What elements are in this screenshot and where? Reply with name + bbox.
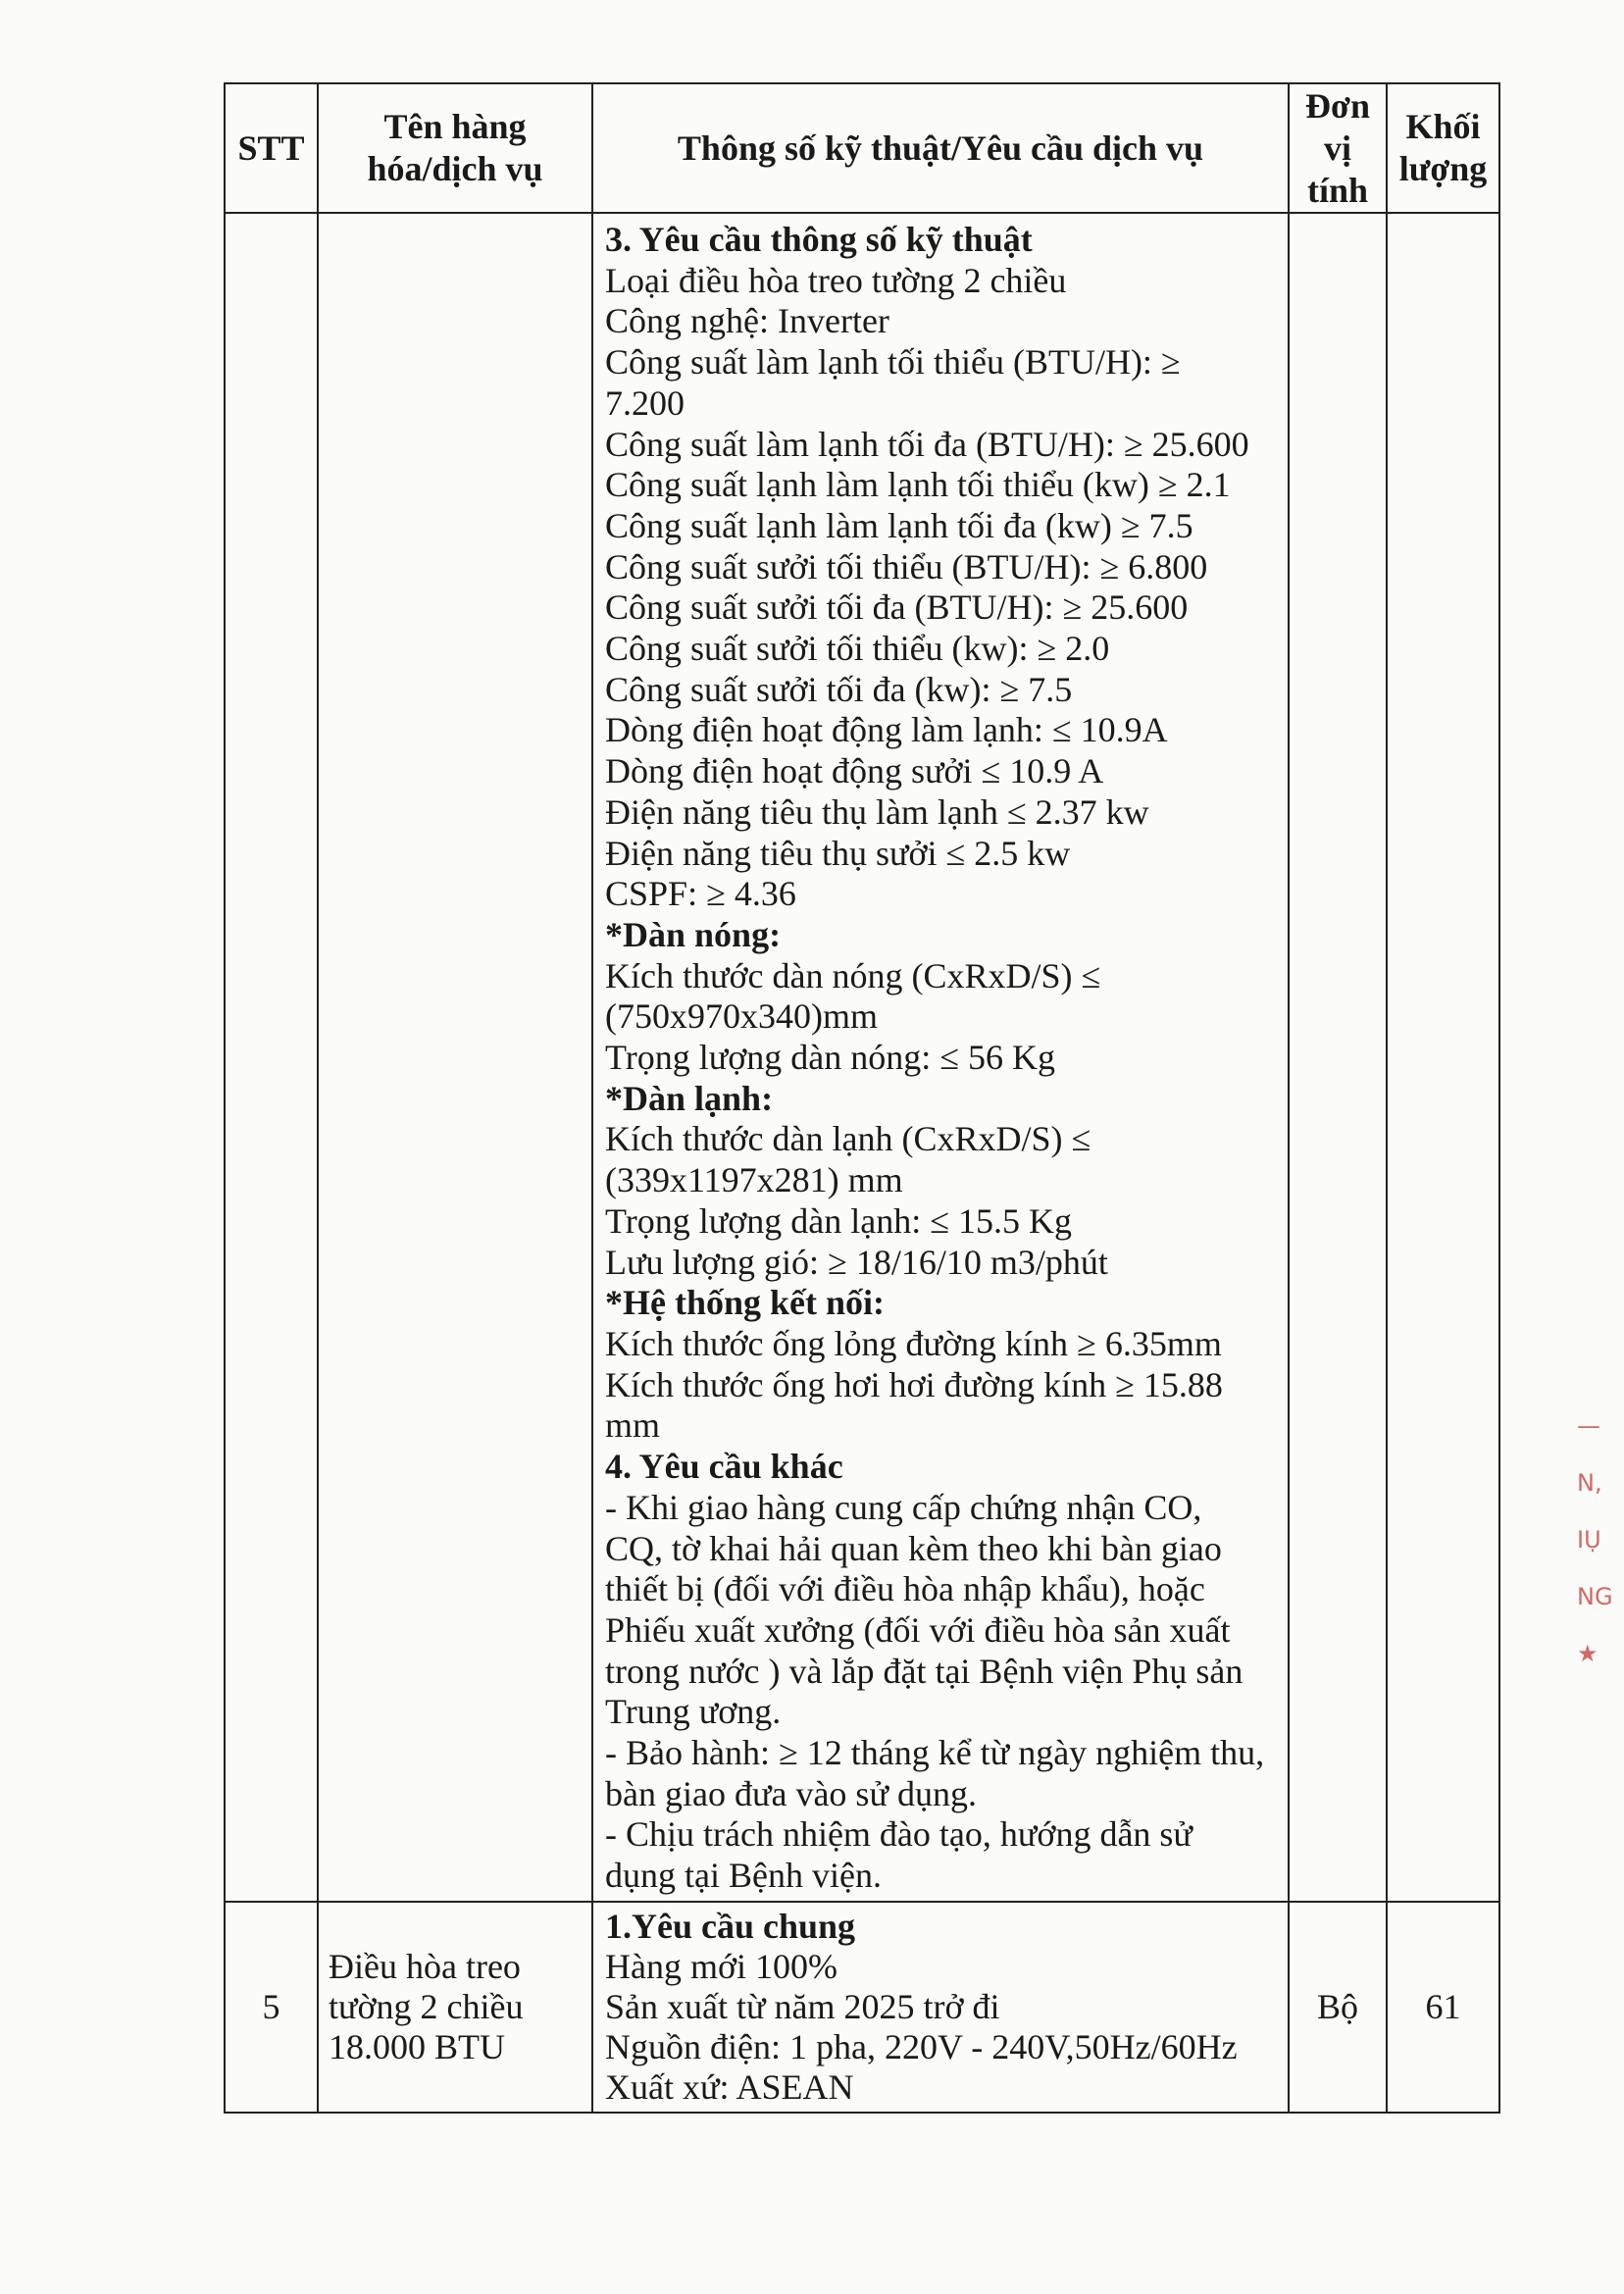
header-qty [1387, 83, 1499, 213]
spec-text [593, 214, 1288, 1901]
spec-line: Công suất làm lạnh tối đa (BTU/H): ≥ 25.600 [605, 424, 1249, 464]
header-stt: STT [225, 83, 318, 213]
spec-line: Công suất sưởi tối thiểu (kw): ≥ 2.0 [605, 629, 1110, 669]
spec-line: Công suất sưởi tối đa (BTU/H): ≥ 25.600 [605, 587, 1189, 628]
red-stamp-fragment [1577, 1412, 1624, 1707]
spec-table [224, 82, 1500, 2114]
stamp-fragment: NG [1577, 1583, 1613, 1610]
section-heading: 1.Yêu cầu chung [605, 1906, 856, 1946]
header-unit-line: vị [1323, 127, 1351, 168]
spec-line: Sản xuất từ năm 2025 trở đi [605, 1986, 1000, 2026]
spec-line: mm [605, 1405, 661, 1446]
spec-cell [592, 1902, 1289, 2113]
spec-line: Công suất làm lạnh tối thiểu (BTU/H): ≥ [605, 342, 1181, 382]
spec-line: Kích thước ống hơi hơi đường kính ≥ 15.88 [605, 1364, 1223, 1404]
spec-line: Công suất lạnh làm lạnh tối đa (kw) ≥ 7.5 [605, 505, 1193, 545]
spec-line: Kích thước ống lỏng đường kính ≥ 6.35mm [605, 1323, 1222, 1363]
spec-line: - Bảo hành: ≥ 12 tháng kể từ ngày nghiệm thu, [605, 1733, 1265, 1773]
spec-line: Công suất sưởi tối thiểu (BTU/H): ≥ 6.800 [605, 546, 1208, 586]
qty-cell: 61 [1387, 1902, 1499, 2113]
spec-line: Công suất sưởi tối đa (kw): ≥ 7.5 [605, 669, 1073, 709]
spec-line: - Chịu trách nhiệm đào tạo, hướng dẫn sử [605, 1814, 1193, 1855]
spec-line: trong nước ) và lắp đặt tại Bệnh viện Phụ sản [605, 1651, 1243, 1691]
section-heading: 4. Yêu cầu khác [605, 1447, 843, 1487]
stt-cell [225, 213, 318, 1902]
name-line: 18.000 BTU [329, 2026, 505, 2066]
spec-line: Nguồn điện: 1 pha, 220V - 240V,50Hz/60Hz [605, 2026, 1238, 2066]
spec-line: Công nghệ: Inverter [605, 301, 889, 341]
spec-line: Trọng lượng dàn nóng: ≤ 56 Kg [605, 1038, 1055, 1078]
section-heading: *Dàn lạnh: [605, 1078, 774, 1118]
header-row [225, 83, 1499, 213]
header-unit [1289, 83, 1387, 213]
spec-line: Hàng mới 100% [605, 1946, 838, 1986]
stamp-fragment: — [1577, 1412, 1600, 1440]
name-line: tường 2 chiều [329, 1986, 524, 2026]
spec-line: CSPF: ≥ 4.36 [605, 874, 796, 914]
header-spec: Thông số kỹ thuật/Yêu cầu dịch vụ [592, 83, 1289, 213]
stamp-fragment: ★ [1577, 1640, 1599, 1667]
stamp-fragment: N, [1577, 1469, 1602, 1497]
table-row [225, 1902, 1499, 2113]
spec-line: Kích thước dàn nóng (CxRxD/S) ≤ [605, 955, 1101, 995]
header-unit-line: tính [1306, 170, 1369, 210]
spec-line: Điện năng tiêu thụ làm lạnh ≤ 2.37 kw [605, 791, 1149, 832]
spec-line: (339x1197x281) mm [605, 1160, 903, 1200]
spec-line: Trọng lượng dàn lạnh: ≤ 15.5 Kg [605, 1200, 1072, 1241]
spec-line: Xuất xứ: ASEAN [605, 2066, 854, 2107]
header-name-line: hóa/dịch vụ [367, 149, 543, 188]
spec-line: CQ, tờ khai hải quan kèm theo khi bàn giao [605, 1528, 1222, 1568]
spec-line: (750x970x340)mm [605, 996, 878, 1037]
table-row [225, 213, 1499, 1902]
section-heading: 3. Yêu cầu thông số kỹ thuật [605, 220, 1033, 259]
spec-line: thiết bị (đối với điều hòa nhập khẩu), hoặc [605, 1569, 1205, 1609]
name-line: Điều hòa treo [329, 1946, 521, 1986]
spec-line: Kích thước dàn lạnh (CxRxD/S) ≤ [605, 1119, 1091, 1159]
spec-line: Dòng điện hoạt động sưởi ≤ 10.9 A [605, 751, 1104, 791]
spec-line: Loại điều hòa treo tường 2 chiều [605, 260, 1067, 300]
header-unit-line: Đơn [1305, 85, 1370, 126]
spec-line: Lưu lượng gió: ≥ 18/16/10 m3/phút [605, 1242, 1108, 1282]
spec-cell [592, 213, 1289, 1902]
qty-cell [1387, 213, 1499, 1902]
name-cell [318, 1902, 592, 2113]
spec-line: - Khi giao hàng cung cấp chứng nhận CO, [605, 1487, 1202, 1527]
spec-line: dụng tại Bệnh viện. [605, 1856, 882, 1896]
header-name-line: Tên hàng [383, 107, 527, 146]
spec-line: bàn giao đưa vào sử dụng. [605, 1773, 977, 1813]
spec-line: Công suất lạnh làm lạnh tối thiểu (kw) ≥ 2.1 [605, 465, 1231, 505]
spec-line: 7.200 [605, 382, 685, 423]
header-name [318, 83, 592, 213]
spec-line: Phiếu xuất xưởng (đối với điều hòa sản xuất [605, 1609, 1231, 1650]
spec-line: Dòng điện hoạt động làm lạnh: ≤ 10.9A [605, 710, 1168, 750]
stt-cell: 5 [225, 1902, 318, 2113]
name-cell [318, 213, 592, 1902]
section-heading: *Hệ thống kết nối: [605, 1283, 886, 1323]
header-qty-line: lượng [1398, 149, 1488, 188]
section-heading: *Dàn nóng: [605, 914, 782, 954]
unit-cell: Bộ [1289, 1902, 1387, 2113]
header-qty-line: Khối [1405, 107, 1481, 146]
spec-line: Trung ương. [605, 1692, 782, 1732]
unit-cell [1289, 213, 1387, 1902]
stamp-fragment: IỤ [1577, 1526, 1601, 1554]
spec-line: Điện năng tiêu thụ sưởi ≤ 2.5 kw [605, 833, 1071, 873]
spec-text [593, 1903, 1288, 2112]
